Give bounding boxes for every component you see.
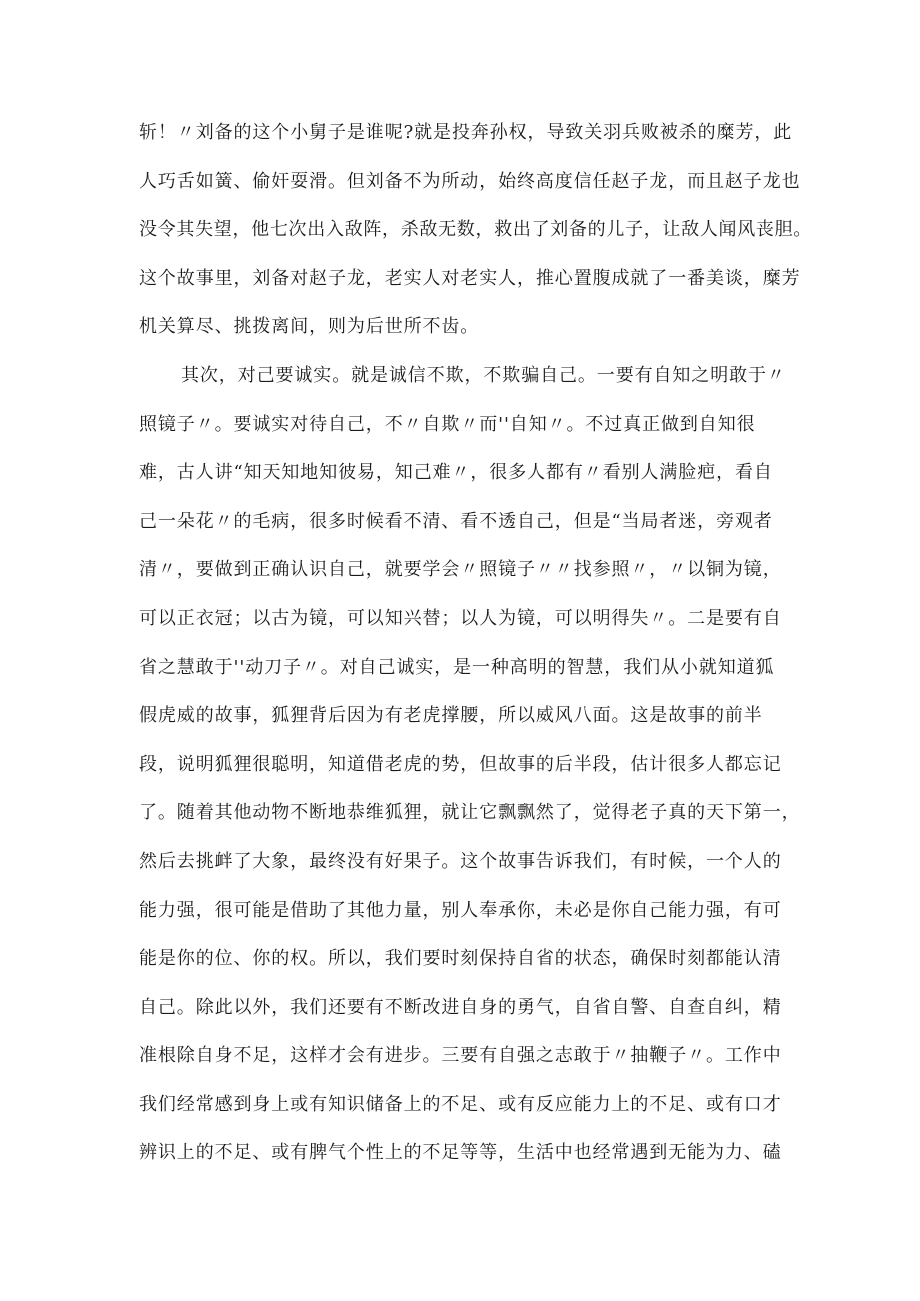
text-line: 自己。除此以外，我们还要有不断改进自身的勇气，自省自警、自查自纠，精	[139, 996, 782, 1018]
text-line: 省之慧敢于''动刀子〃。对自己诚实，是一种高明的智慧，我们从小就知道狐	[139, 656, 775, 678]
text-line: 段，说明狐狸很聪明，知道借老虎的势，但故事的后半段，估计很多人都忘记	[139, 753, 782, 775]
text-line: 能是你的位、你的权。所以，我们要时刻保持自省的状态，确保时刻都能认清	[139, 948, 782, 970]
text-line: 这个故事里，刘备对赵子龙，老实人对老实人，推心置腹成就了一番美谈，糜芳	[139, 267, 801, 289]
text-line: 辨识上的不足、或有脾气个性上的不足等等，生活中也经常遇到无能为力、磕	[139, 1142, 782, 1164]
text-line: 人巧舌如簧、偷奸耍滑。但刘备不为所动，始终高度信任赵子龙，而且赵子龙也	[139, 170, 801, 192]
text-line: 其次，对己要诚实。就是诚信不欺，不欺骗自己。一要有自知之明敢于〃	[181, 364, 786, 386]
body-text	[0, 115, 920, 1184]
text-line: 然后去挑衅了大象，最终没有好果子。这个故事告诉我们，有时候，一个人的	[139, 850, 782, 872]
text-line: 了。随着其他动物不断地恭维狐狸，就让它飘飘然了，觉得老子真的天下第一，	[139, 802, 801, 824]
text-line: 难，古人讲“知天知地知彼易，知己难〃，很多人都有〃看别人满脸疤，看自	[139, 462, 773, 484]
text-line: 照镜子〃。要诚实对待自己，不〃自欺〃而''自知〃。不过真正做到自知很	[139, 413, 756, 435]
text-line: 机关算尽、挑拨离间，则为后世所不齿。	[139, 316, 480, 338]
text-line: 没令其失望，他七次出入敌阵，杀敌无数，救出了刘备的儿子，让敌人闻风丧胆。	[139, 219, 812, 241]
text-line: 准根除自身不足，这样才会有进步。三要有自强之志敢于〃抽鞭子〃。工作中	[139, 1045, 782, 1067]
text-line: 能力强，很可能是借助了其他力量，别人奉承你，未必是你自己能力强，有可	[139, 899, 782, 921]
text-line: 己一朵花〃的毛病，很多时候看不清、看不透自己，但是“当局者迷，旁观者	[139, 510, 773, 532]
text-line: 我们经常感到身上或有知识储备上的不足、或有反应能力上的不足、或有口才	[139, 1093, 782, 1115]
text-line: 清〃，要做到正确认识自己，就要学会〃照镜子〃〃找参照〃，〃以铜为镜，	[139, 559, 782, 581]
text-line: 假虎威的故事，狐狸背后因为有老虎撑腰，所以威风八面。这是故事的前半	[139, 705, 763, 727]
text-line: 可以正衣冠；以古为镜，可以知兴替；以人为镜，可以明得失〃。二是要有自	[139, 607, 782, 629]
text-line: 斩！〃刘备的这个小舅子是谁呢?就是投奔孙权，导致关羽兵败被杀的糜芳，此	[139, 122, 793, 143]
